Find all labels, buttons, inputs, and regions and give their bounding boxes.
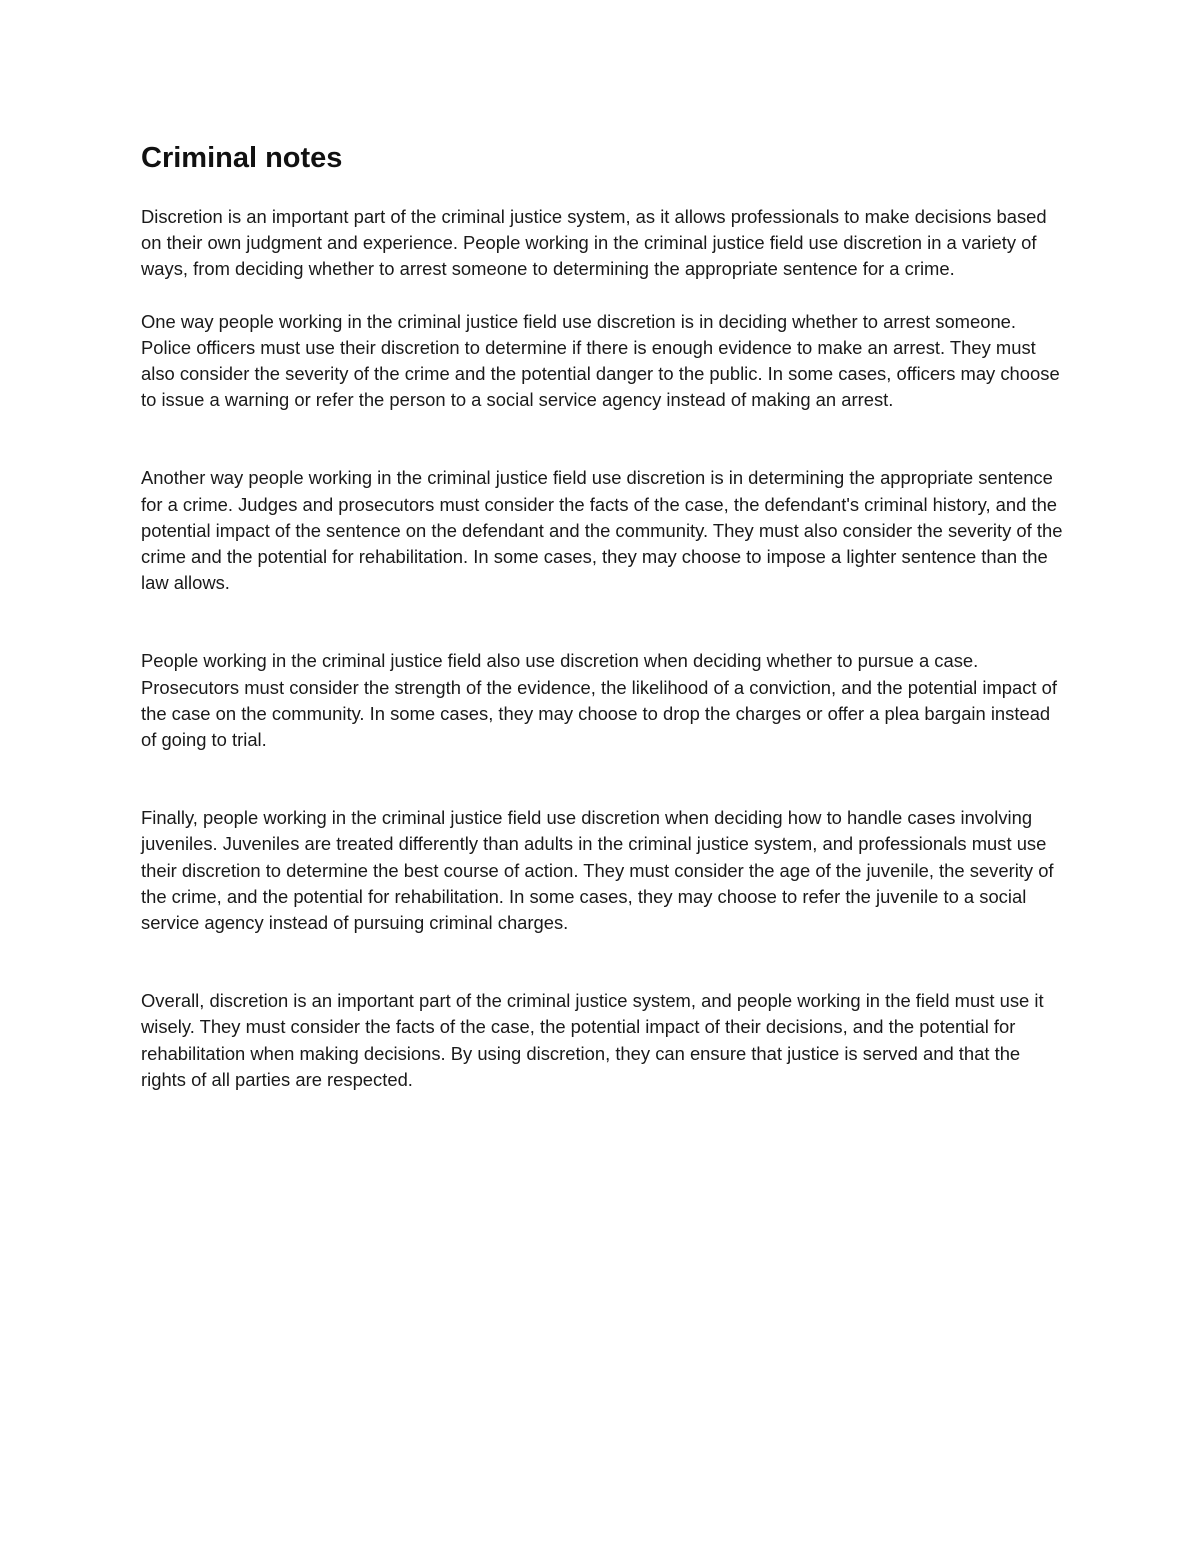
paragraph-juveniles: Finally, people working in the criminal justice field use discretion when deciding how to handle cases involving juveniles. Juveniles are treated differently than adults in the criminal justice system, and professionals must use their discretion to determine the best course of action. They must consider the age of the juvenile, the severity of the crime, and the potential for rehabilitation. In some cases, they may choose to refer the juvenile to a social service agency instead of pursuing criminal charges. bbox=[141, 807, 1054, 934]
paragraph-arrest: One way people working in the criminal justice field use discretion is in deciding whether to arrest someone. Police officers must use their discretion to determine if there is enough evidence to make an arrest. They must also consider the severity of the crime and the potential danger to the public. In some cases, officers may choose to issue a warning or refer the person to a social service agency instead of making an arrest. bbox=[141, 310, 1060, 411]
paragraph-pursue-case: People working in the criminal justice field also use discretion when deciding whether to pursue a case. Prosecutors must consider the strength of the evidence, the likelihood of a conviction, and the potential impact of the case on the community. In some cases, they may choose to drop the charges or offer a plea bargain instead of going to trial. bbox=[141, 650, 1057, 751]
paragraph-sentencing: Another way people working in the criminal justice field use discretion is in determining the appropriate sentence for a crime. Judges and prosecutors must consider the facts of the case, the defendant's criminal history, and the potential impact of the sentence on the defendant and the community. They must also consider the severity of the crime and the potential for rehabilitation. In some cases, they may choose to impose a lighter sentence than the law allows. bbox=[141, 467, 1063, 594]
paragraph-intro: Discretion is an important part of the criminal justice system, as it allows professionals to make decisions based on their own judgment and experience. People working in the criminal justice field use discretion in a variety of ways, from deciding whether to arrest someone to determining the appropriate sentence for a crime. bbox=[141, 206, 1047, 280]
document-title: Criminal notes bbox=[141, 142, 343, 174]
paragraph-conclusion: Overall, discretion is an important part of the criminal justice system, and people working in the field must use it wisely. They must consider the facts of the case, the potential impact of their decisions, and the potential for rehabilitation when making decisions. By using discretion, they can ensure that justice is served and that the rights of all parties are respected. bbox=[141, 990, 1044, 1090]
document-body bbox=[141, 138, 1066, 1093]
